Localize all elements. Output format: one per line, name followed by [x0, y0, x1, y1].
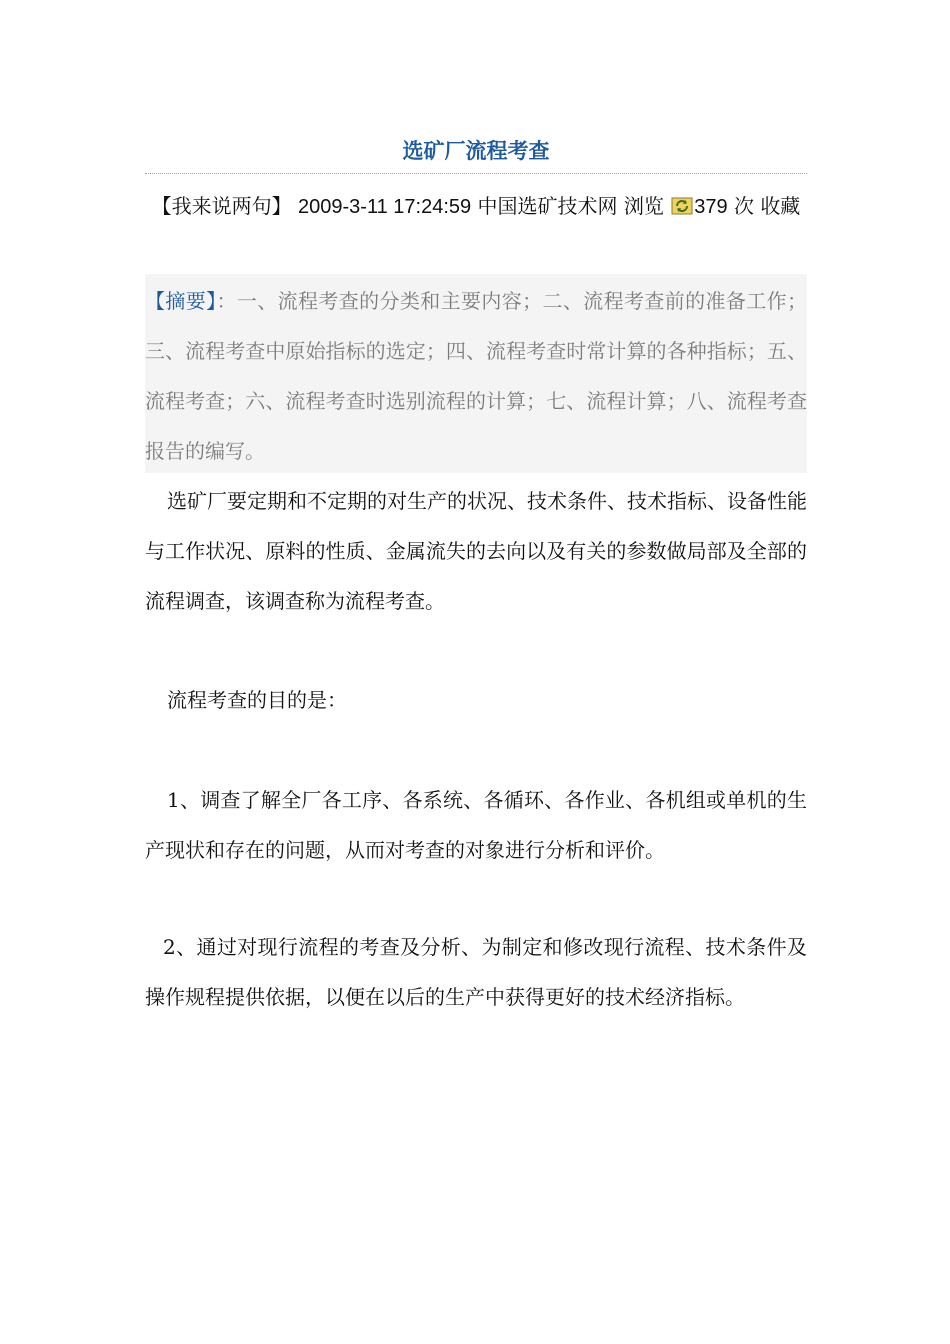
body-paragraph-intro: 选矿厂要定期和不定期的对生产的状况、技术条件、技术指标、设备性能与工作状况、原料的性质、金属流失的去向以及有关的参数做局部及全部的流程调查，该调查称为流程考查。: [145, 489, 807, 613]
summary-label: 【摘要】: [145, 289, 217, 313]
comment-link[interactable]: 【我来说两句】: [151, 194, 292, 218]
summary-paragraph: [145, 274, 807, 476]
article-meta: [145, 182, 807, 232]
summary-text: ：一、流程考查的分类和主要内容；二、流程考查前的准备工作；三、流程考查中原始指标的选定；四、流程考查时常计算的各种指标；五、流程考查；六、流程考查时选别流程的计算；七、流程计算；八、流程考查报告的编写。: [145, 289, 807, 463]
body-paragraph-item-2: 2、通过对现行流程的考查及分析、为制定和修改现行流程、技术条件及操作规程提供依据，以便在以后的生产中获得更好的技术经济指标。: [145, 935, 807, 1009]
views-unit: 次: [733, 194, 754, 218]
views-icon: [671, 197, 693, 215]
article-title: 选矿厂流程考查: [402, 138, 550, 163]
publish-datetime: 2009-3-11 17:24:59: [298, 196, 472, 218]
favorite-link[interactable]: 收藏: [760, 194, 801, 218]
views-count: 379: [694, 196, 728, 218]
title-divider: [145, 173, 807, 174]
views-label: 浏览: [623, 194, 664, 218]
body-paragraph-purpose: 流程考查的目的是：: [167, 688, 347, 712]
source-name: 中国选矿技术网: [477, 194, 618, 218]
summary-box: [145, 274, 807, 473]
body-paragraph-item-1: 1、调查了解全厂各工序、各系统、各循环、各作业、各机组或单机的生产现状和存在的问题，从而对考查的对象进行分析和评价。: [145, 788, 807, 862]
